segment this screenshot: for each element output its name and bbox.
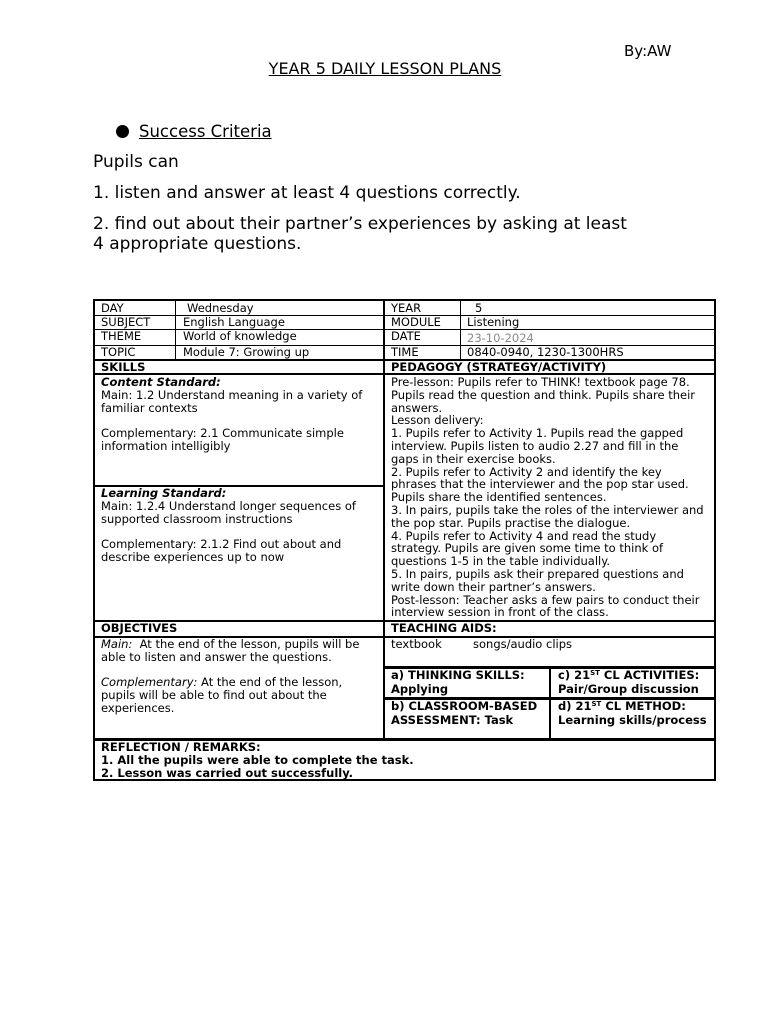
- year-value: 5: [475, 302, 483, 315]
- pedagogy-line: write down their partner’s answers.: [391, 579, 596, 594]
- success-criteria-body: [93, 152, 693, 254]
- content-main: Main: 1.2 Understand meaning in a variety of: [101, 387, 363, 402]
- topic-label: TOPIC: [101, 346, 136, 359]
- pedagogy-line: interview. Pupils listen to audio 2.27 and fill in the: [391, 438, 679, 453]
- skills-header: SKILLS: [101, 361, 146, 374]
- objective-comp-label: Complementary:: [101, 675, 198, 690]
- pedagogy-line: 5. In pairs, pupils ask their prepared questions and: [391, 566, 684, 581]
- date-value: 23-10-2024: [467, 332, 534, 345]
- objective-main-text: At the end of the lesson, pupils will be: [132, 638, 360, 651]
- col-divider: [549, 667, 551, 738]
- objective-comp-cont: experiences.: [101, 700, 175, 715]
- pedagogy-line: gaps in their exercise books.: [391, 451, 556, 466]
- time-label: TIME: [391, 346, 419, 359]
- pedagogy-line: phrases that the interviewer and the pop star used.: [391, 477, 689, 492]
- learning-main: Main: 1.2.4 Understand longer sequences of: [101, 498, 356, 513]
- assessment-value: ASSESSMENT: Task: [391, 712, 514, 727]
- theme-value: World of knowledge: [183, 330, 297, 343]
- objectives-body: [97, 638, 383, 715]
- pedagogy-line: Pupils read the question and think. Pupils share their: [391, 387, 696, 402]
- pedagogy-header: PEDAGOGY (STRATEGY/ACTIVITY): [391, 361, 607, 374]
- col-divider: [175, 301, 176, 359]
- pedagogy-line: questions 1-5 in the table individually.: [391, 554, 611, 569]
- pedagogy-line: Lesson delivery:: [391, 413, 484, 428]
- success-criteria-label: Success Criteria: [139, 122, 272, 141]
- time-value: 0840-0940, 1230-1300HRS: [467, 346, 624, 359]
- pedagogy-line: 3. In pairs, pupils take the roles of the interviewer and: [391, 502, 704, 517]
- learning-main-cont: supported classroom instructions: [101, 511, 293, 526]
- objective-main-cont: able to listen and answer the questions.: [101, 649, 332, 664]
- learning-standard: [97, 487, 383, 564]
- bullet-icon: [116, 125, 129, 138]
- pedagogy-activities: [387, 376, 714, 619]
- pedagogy-line: strategy. Pupils are given some time to think of: [391, 541, 664, 556]
- theme-label: THEME: [101, 330, 142, 343]
- thinking-skills-value: Applying: [391, 681, 449, 696]
- teaching-aids-header: TEACHING AIDS:: [391, 622, 497, 635]
- cl-activities-box: [554, 669, 714, 696]
- subject-label: SUBJECT: [101, 316, 151, 329]
- reflection-header: REFLECTION / REMARKS:: [101, 741, 261, 754]
- pedagogy-line: 2. Pupils refer to Activity 2 and identify the key: [391, 464, 662, 479]
- objective-comp-cont: pupils will be able to find out about the: [101, 688, 327, 703]
- reflection-line: 2. Lesson was carried out successfully.: [101, 765, 354, 780]
- day-label: DAY: [101, 302, 124, 315]
- byline: By:AW: [624, 42, 672, 60]
- module-value: Listening: [467, 316, 520, 329]
- cl-method-value: Learning skills/process: [558, 712, 707, 727]
- pedagogy-line: the pop star. Pupils practise the dialogue.: [391, 515, 631, 530]
- learning-comp: Complementary: 2.1.2 Find out about and: [101, 537, 342, 552]
- objective-main: [101, 638, 379, 651]
- pedagogy-line: 1. Pupils refer to Activity 1. Pupils read the gapped: [391, 426, 684, 441]
- thinking-skills-box: [387, 669, 549, 696]
- success-criteria-heading: [116, 122, 272, 141]
- topic-value: Module 7: Growing up: [183, 346, 310, 359]
- learning-comp-cont: describe experiences up to now: [101, 549, 285, 564]
- pedagogy-line: 4. Pupils refer to Activity 4 and read the study: [391, 528, 657, 543]
- assessment-box: [387, 700, 549, 727]
- reflection-line: 1. All the pupils were able to complete the task.: [101, 752, 414, 767]
- teaching-aid-audio: songs/audio clips: [473, 638, 573, 651]
- pedagogy-line: Pre-lesson: Pupils refer to THINK! textbook page 78.: [391, 376, 690, 389]
- criteria-item-1: 1. listen and answer at least 4 questions correctly.: [93, 183, 521, 203]
- year-label: YEAR: [391, 302, 422, 315]
- pedagogy-line: Pupils share the identified sentences.: [391, 490, 607, 505]
- criteria-intro: Pupils can: [93, 152, 179, 172]
- col-divider: [460, 301, 461, 359]
- day-value: Wednesday: [187, 302, 254, 315]
- cl-method-box: [554, 700, 714, 727]
- pedagogy-line: interview session in front of the class.: [391, 605, 609, 620]
- pedagogy-line: answers.: [391, 400, 443, 415]
- content-main-cont: familiar contexts: [101, 400, 198, 415]
- content-standard-label: Content Standard:: [101, 376, 221, 389]
- cl-method-label: d) 21ST CL METHOD:: [558, 700, 686, 713]
- module-label: MODULE: [391, 316, 441, 329]
- criteria-item-2-cont: 4 appropriate questions.: [93, 234, 302, 254]
- thinking-skills-label: a) THINKING SKILLS:: [391, 669, 525, 682]
- content-standard: [97, 376, 383, 453]
- objectives-header: OBJECTIVES: [101, 622, 178, 635]
- lesson-plan-table: [93, 299, 716, 781]
- content-comp: Complementary: 2.1 Communicate simple: [101, 426, 344, 441]
- content-comp-cont: information intelligibly: [101, 438, 231, 453]
- date-label: DATE: [391, 330, 421, 343]
- objective-comp-text: At the end of the lesson,: [197, 675, 343, 690]
- col-divider: [383, 301, 385, 738]
- cl-activities-label: c) 21ST CL ACTIVITIES:: [558, 669, 700, 682]
- reflection-box: [97, 741, 713, 779]
- objective-main-label: Main:: [101, 638, 133, 651]
- cl-activities-value: Pair/Group discussion: [558, 681, 699, 696]
- page-title: YEAR 5 DAILY LESSON PLANS: [268, 59, 502, 78]
- pedagogy-line: Post-lesson: Teacher asks a few pairs to conduct their: [391, 592, 700, 607]
- learning-standard-label: Learning Standard:: [101, 487, 227, 500]
- subject-value: English Language: [183, 316, 285, 329]
- assessment-label: b) CLASSROOM-BASED: [391, 700, 538, 713]
- criteria-item-2: 2. find out about their partner’s experiences by asking at least: [93, 214, 627, 234]
- teaching-aid-textbook: textbook: [391, 638, 442, 651]
